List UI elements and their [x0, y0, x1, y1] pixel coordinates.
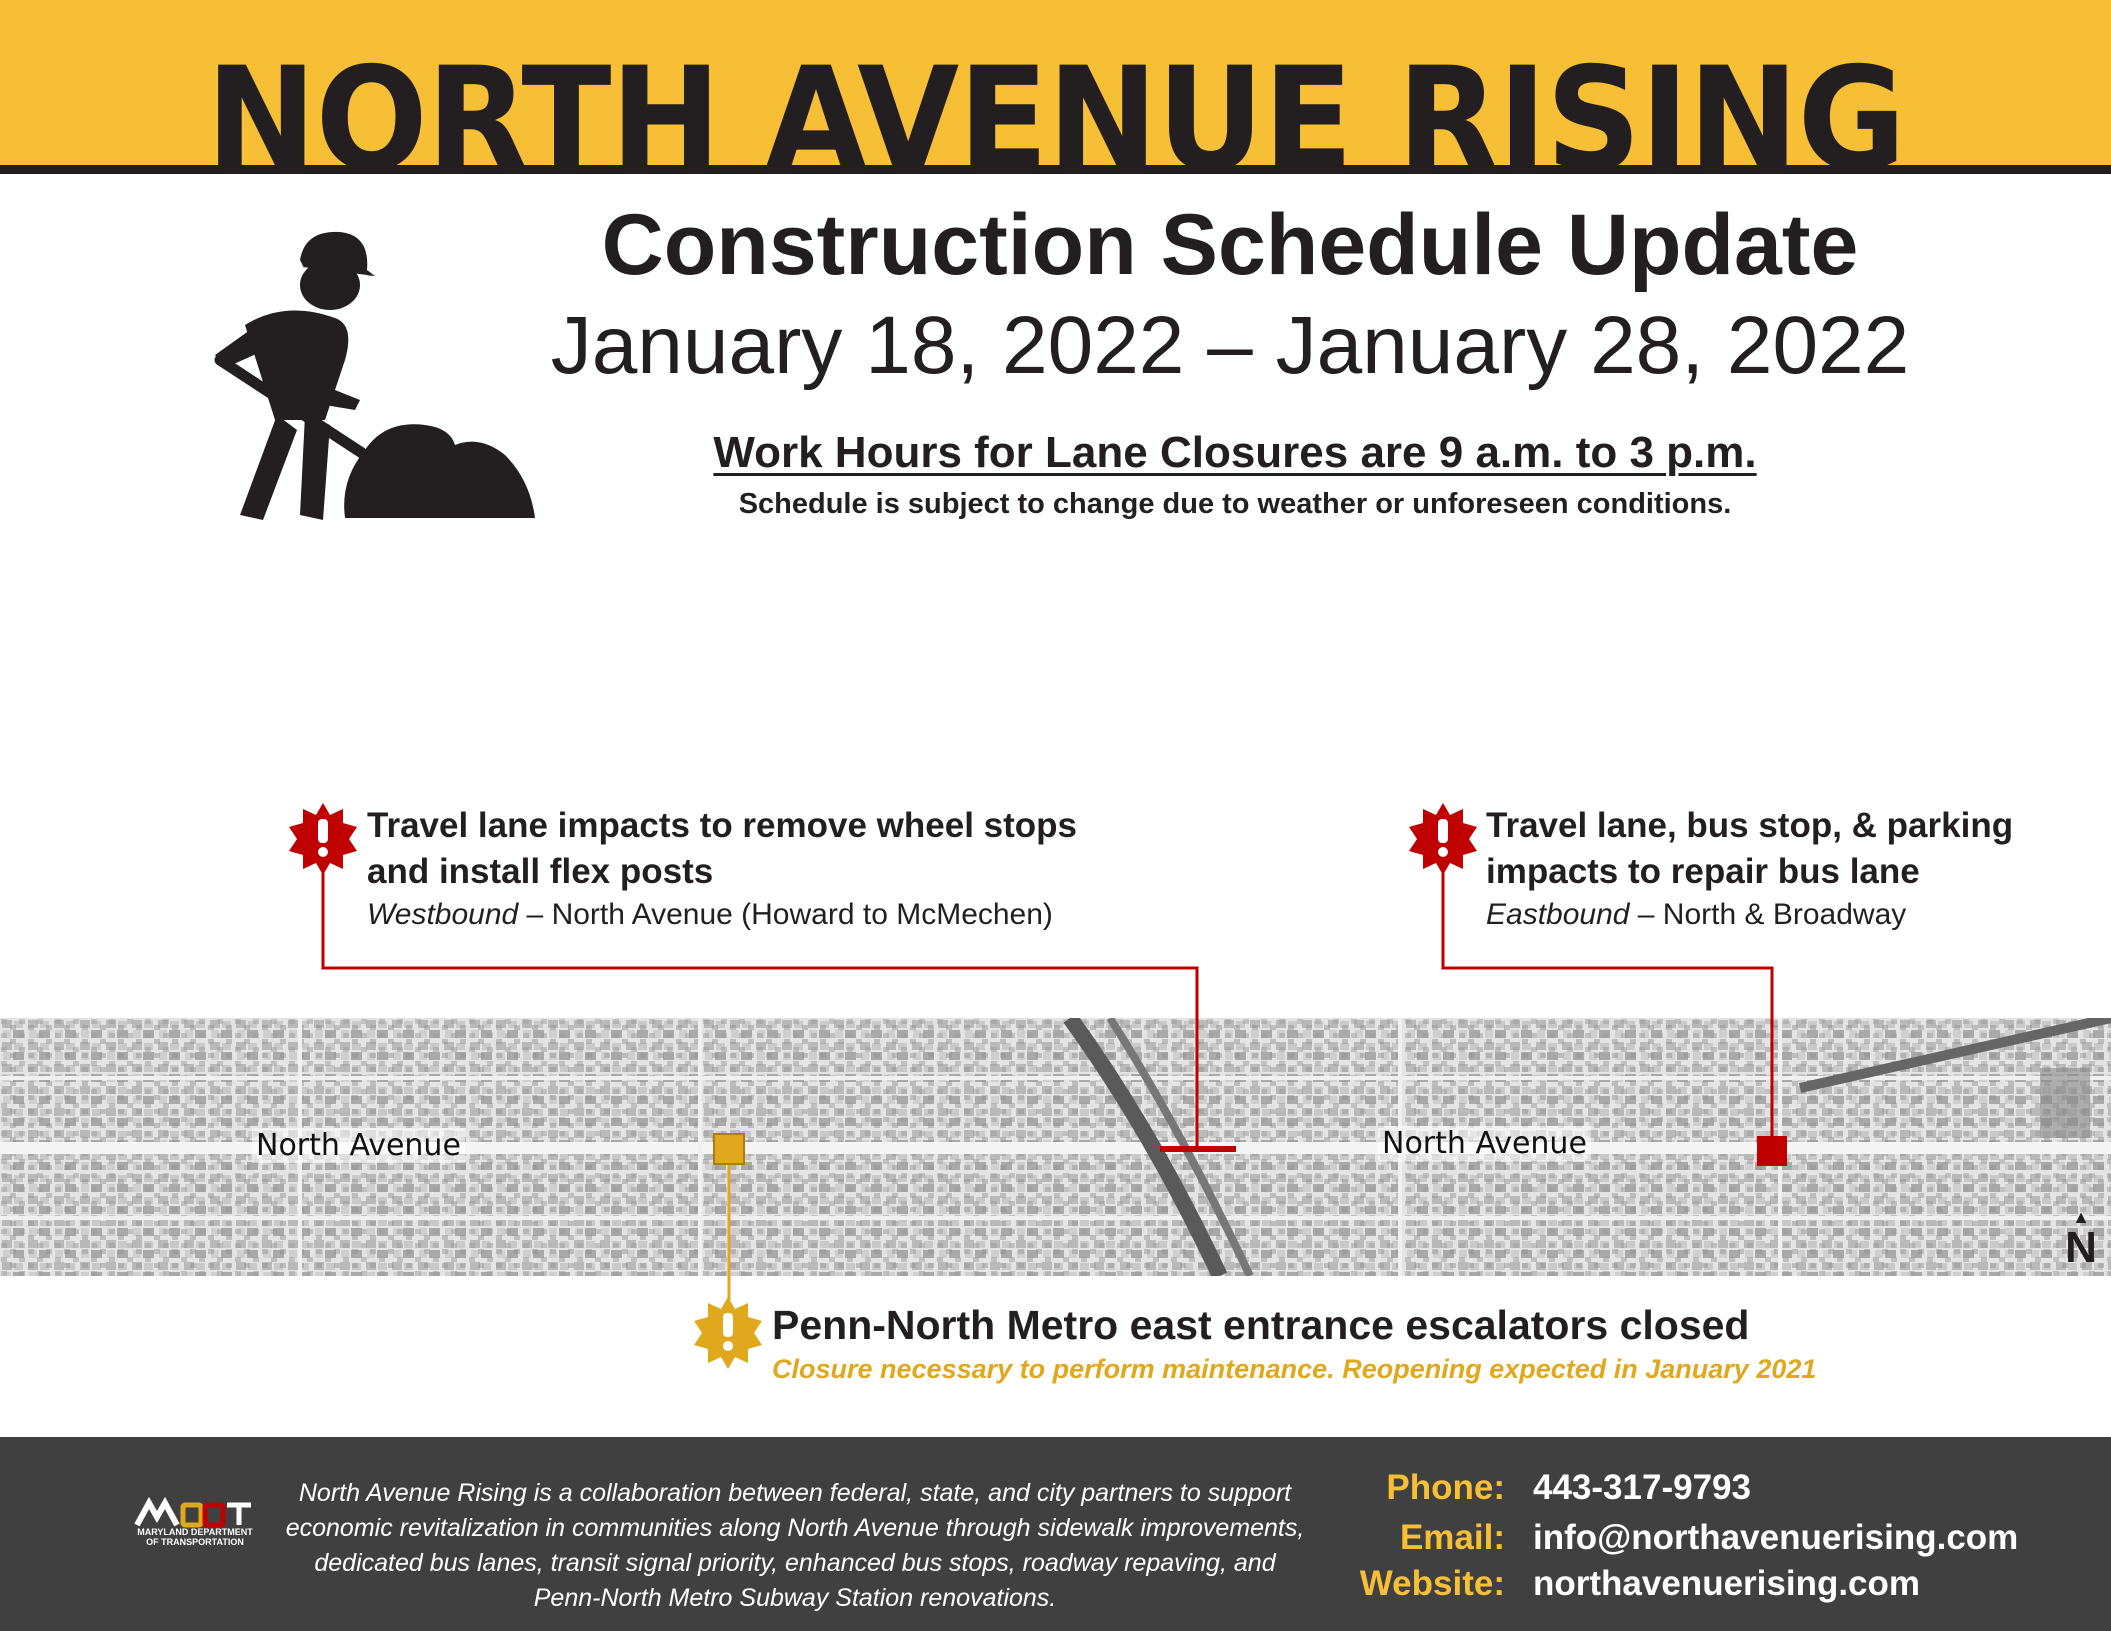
westbound-callout-location	[367, 895, 1053, 935]
date-range: January 18, 2022 – January 28, 2022	[550, 300, 1910, 391]
street-label-north-avenue-east: North Avenue	[1378, 1126, 1591, 1161]
north-label: N	[2065, 1223, 2097, 1272]
eastbound-callout-location	[1486, 895, 1906, 935]
location-text: – North Avenue (Howard to McMechen)	[518, 898, 1053, 931]
page-title: NORTH AVENUE RISING	[206, 36, 1905, 204]
logo-caption-line2: OF TRANSPORTATION	[146, 1537, 244, 1547]
schedule-subtitle: Construction Schedule Update	[601, 197, 1859, 293]
alert-badge-icon	[1407, 803, 1479, 875]
phone-label: Phone:	[1386, 1468, 1505, 1507]
work-hours: Work Hours for Lane Closures are 9 a.m. to 3 p.m.	[713, 428, 1757, 477]
eastbound-closure-marker	[1757, 1136, 1787, 1166]
logo-caption	[130, 1527, 260, 1547]
street-label-north-avenue-west: North Avenue	[252, 1128, 465, 1163]
north-arrow-icon: ▲ N	[2065, 1207, 2097, 1272]
location-text: – North & Broadway	[1629, 898, 1907, 931]
eastbound-callout-title-line1: Travel lane, bus stop, & parking	[1486, 806, 2014, 845]
direction-label: Eastbound	[1486, 898, 1630, 931]
phone-number[interactable]: 443-317-9793	[1533, 1468, 1751, 1507]
westbound-closure-marker	[1160, 1146, 1236, 1152]
email-label: Email:	[1399, 1518, 1505, 1557]
penn-north-callout-title: Penn-North Metro east entrance escalators closed	[772, 1302, 1750, 1348]
westbound-callout-title-line2: and install flex posts	[367, 852, 714, 891]
website-link[interactable]: northavenuerising.com	[1533, 1564, 1921, 1603]
penn-north-station-marker	[714, 1134, 744, 1164]
website-label: Website:	[1359, 1564, 1505, 1603]
schedule-disclaimer: Schedule is subject to change due to weather or unforeseen conditions.	[738, 488, 1732, 520]
eastbound-callout-title-line2: impacts to repair bus lane	[1486, 852, 1920, 891]
email-link[interactable]: info@northavenuerising.com	[1533, 1518, 2019, 1557]
alert-badge-icon	[287, 803, 359, 875]
direction-label: Westbound	[367, 898, 519, 931]
logo-caption-line1: MARYLAND DEPARTMENT	[137, 1527, 253, 1537]
westbound-callout-title-line1: Travel lane impacts to remove wheel stops	[367, 806, 1077, 845]
penn-north-callout-subtitle: Closure necessary to perform maintenance. Reopening expected in January 2021	[772, 1354, 1817, 1384]
footer-description: North Avenue Rising is a collaboration between federal, state, and city partners to support economic revitalization in communities along North Avenue through sidewalk improvements, dedicated bus lanes, transit signal priority, enhanced bus stops, roadway repaving, and Penn-North Metro Subway Station renovations.	[285, 1479, 1305, 1612]
alert-badge-icon	[692, 1297, 764, 1369]
